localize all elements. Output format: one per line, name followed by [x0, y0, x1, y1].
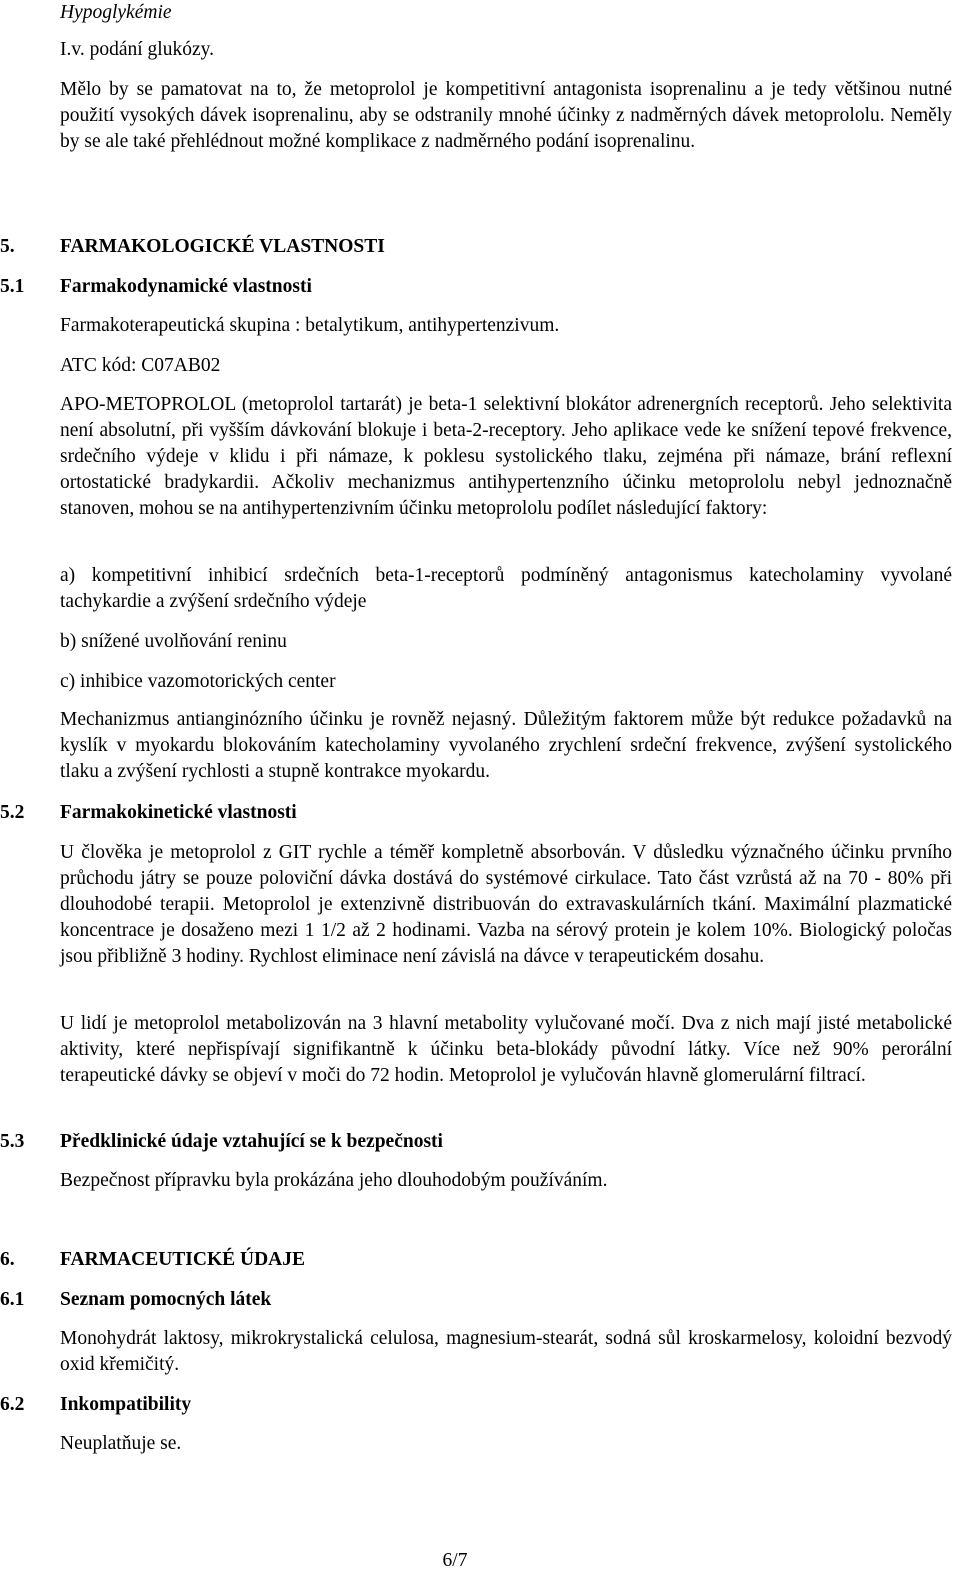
- section-5-2-number: 5.2: [0, 802, 25, 823]
- hypoglycemia-heading: Hypoglykémie: [60, 2, 172, 23]
- section-5-title: FARMAKOLOGICKÉ VLASTNOSTI: [60, 236, 385, 257]
- section-6-1-number: 6.1: [0, 1289, 25, 1310]
- section-5-1-title: Farmakodynamické vlastnosti: [60, 276, 312, 297]
- hypoglycemia-treatment: I.v. podání glukózy.: [60, 39, 214, 60]
- section-5-2-title: Farmakokinetické vlastnosti: [60, 802, 297, 823]
- section-6-1-title: Seznam pomocných látek: [60, 1289, 272, 1310]
- section-6-number: 6.: [0, 1249, 15, 1270]
- antianginal-paragraph: Mechanizmus antianginózního účinku je rovněž nejasný. Důležitým faktorem může být redukce požadavků na kyslík v myokardu blokováním katecholaminy vyvolaného zrychlení srdeční frekvence, zvýšení systolického tlaku a zvýšení rychlosti a stupně kontrakce myokardu.: [60, 709, 952, 782]
- section-5-number: 5.: [0, 236, 15, 257]
- isoprenaline-paragraph: Mělo by se pamatovat na to, že metoprolol je kompetitivní antagonista isoprenalinu a je tedy většinou nutné použití vysokých dávek isoprenalinu, aby se odstranily mnohé účinky z nadměrných dávek metoprololu. Neměly by se ale také přehlédnout možné komplikace z nadměrného podání isoprenalinu.: [60, 79, 952, 152]
- incompatibilities-text: Neuplatňuje se.: [60, 1433, 182, 1454]
- pharmacotherapeutic-group: Farmakoterapeutická skupina : betalytikum, antihypertenzivum.: [60, 315, 560, 336]
- page-number: 6/7: [442, 1550, 468, 1571]
- pharmacodynamics-paragraph: APO-METOPROLOL (metoprolol tartarát) je beta-1 selektivní blokátor adrenergních receptorů. Jeho selektivita není absolutní, při vyšším dávkování blokuje i beta-2-receptory. Jeho aplikace vede ke snížení tepové frekvence, srdečního výdeje v klidu i při námaze, k poklesu systolického tlaku, zejména při námaze, brání reflexní ortostatické bradykardii. Ačkoliv mechanizmus antihypertenzního účinku metoprololu nebyl jednoznačně stanoven, mohou se na antihypertenzivním účinku metoprololu podílet následující faktory:: [60, 394, 952, 519]
- factor-c: c) inhibice vazomotorických center: [60, 671, 336, 692]
- pharmacokinetics-paragraph-1: U člověka je metoprolol z GIT rychle a téměř kompletně absorbován. V důsledku význačného účinku prvního průchodu játry se pouze poloviční dávka dostává do systémové cirkulace. Tato část vzrůstá až na 70 - 80% při dlouhodobé terapii. Metoprolol je extenzivně distribuován do extravaskulárních tkání. Maximální plazmatické koncentrace je dosaženo mezi 1 1/2 až 2 hodinami. Vazba na sérový protein je kolem 10%. Biologický poločas jsou přibližně 3 hodiny. Rychlost eliminace není závislá na dávce v terapeutickém dosahu.: [60, 842, 952, 967]
- section-6-2-title: Inkompatibility: [60, 1394, 192, 1415]
- factor-b: b) snížené uvolňování reninu: [60, 631, 287, 652]
- preclinical-safety-text: Bezpečnost přípravku byla prokázána jeho dlouhodobým používáním.: [60, 1170, 608, 1191]
- section-6-2-number: 6.2: [0, 1394, 25, 1415]
- section-5-3-title: Předklinické údaje vztahující se k bezpečnosti: [60, 1131, 443, 1152]
- factor-a: a) kompetitivní inhibicí srdečních beta-1-receptorů podmíněný antagonismus katecholaminy vyvolané tachykardie a zvýšení srdečního výdeje: [60, 565, 952, 612]
- atc-code: ATC kód: C07AB02: [60, 355, 221, 376]
- excipients-list: Monohydrát laktosy, mikrokrystalická celulosa, magnesium-stearát, sodná sůl kroskarmelosy, koloidní bezvodý oxid křemičitý.: [60, 1328, 952, 1375]
- section-6-title: FARMACEUTICKÉ ÚDAJE: [60, 1249, 306, 1270]
- section-5-3-number: 5.3: [0, 1131, 25, 1152]
- pharmacokinetics-paragraph-2: U lidí je metoprolol metabolizován na 3 hlavní metabolity vylučované močí. Dva z nich mají jisté metabolické aktivity, které nepřispívají signifikantně k účinku beta-blokády původní látky. Více než 90% perorální terapeutické dávky se objeví v moči do 72 hodin. Metoprolol je vylučován hlavně glomerulární filtrací.: [60, 1013, 952, 1086]
- section-5-1-number: 5.1: [0, 276, 25, 297]
